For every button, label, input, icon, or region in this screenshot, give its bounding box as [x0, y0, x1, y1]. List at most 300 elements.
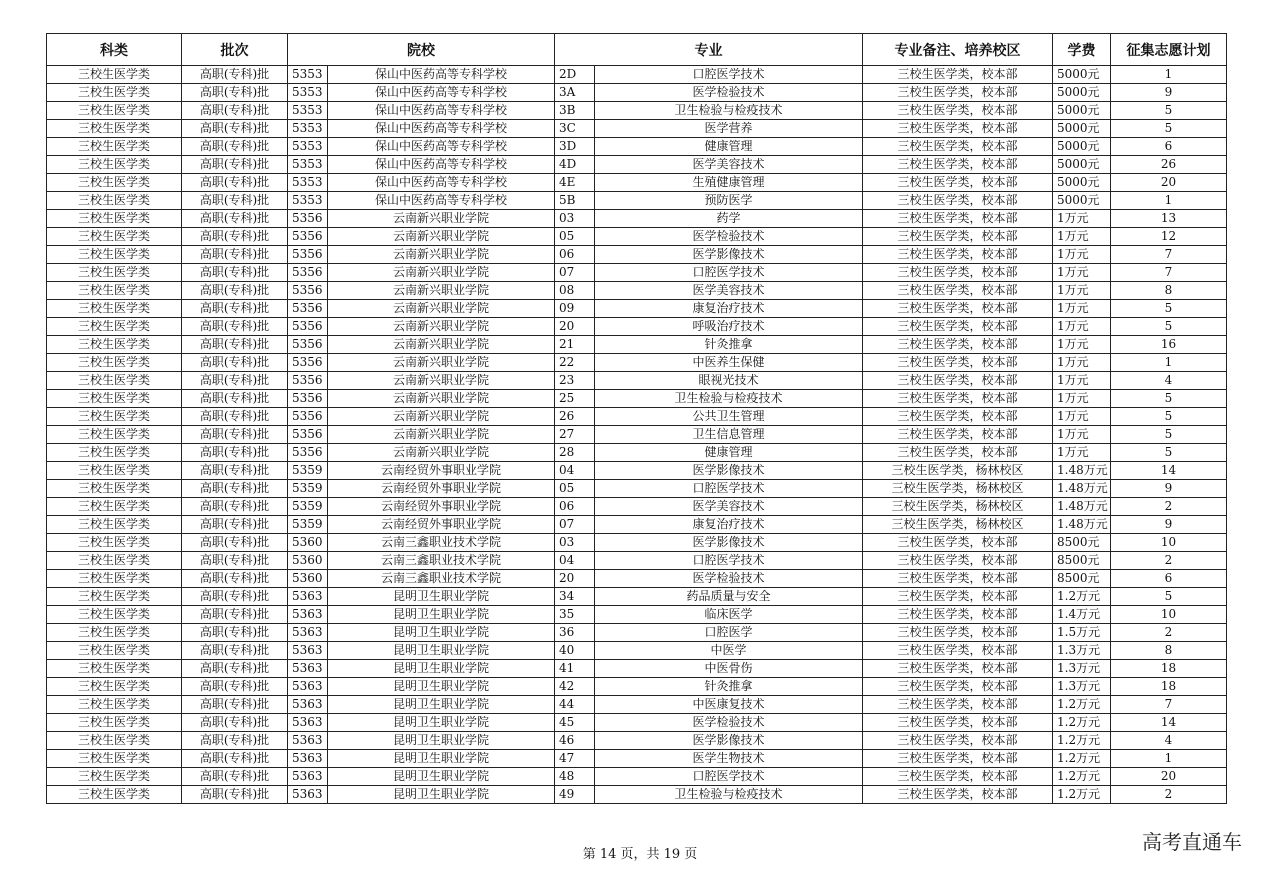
table-row	[47, 480, 1227, 498]
major-name-cell: 医学检验技术	[595, 714, 863, 732]
batch-cell: 高职(专科)批	[182, 390, 288, 408]
category-cell: 三校生医学类	[47, 678, 182, 696]
school-name-cell: 云南新兴职业学院	[328, 246, 555, 264]
batch-cell: 高职(专科)批	[182, 750, 288, 768]
table-row	[47, 534, 1227, 552]
fee-cell: 5000元	[1053, 120, 1111, 138]
major-code-cell: 07	[555, 264, 595, 282]
category-cell: 三校生医学类	[47, 318, 182, 336]
school-code-cell: 5356	[288, 210, 328, 228]
category-cell: 三校生医学类	[47, 732, 182, 750]
remark-cell: 三校生医学类，校本部	[863, 102, 1053, 120]
fee-cell: 1万元	[1053, 408, 1111, 426]
major-code-cell: 3B	[555, 102, 595, 120]
school-name-cell: 昆明卫生职业学院	[328, 606, 555, 624]
batch-cell: 高职(专科)批	[182, 372, 288, 390]
remark-cell: 三校生医学类，校本部	[863, 372, 1053, 390]
school-name-cell: 云南新兴职业学院	[328, 300, 555, 318]
batch-cell: 高职(专科)批	[182, 120, 288, 138]
major-name-cell: 呼吸治疗技术	[595, 318, 863, 336]
school-name-cell: 昆明卫生职业学院	[328, 588, 555, 606]
batch-cell: 高职(专科)批	[182, 480, 288, 498]
major-code-cell: 07	[555, 516, 595, 534]
major-name-cell: 健康管理	[595, 138, 863, 156]
batch-cell: 高职(专科)批	[182, 246, 288, 264]
remark-cell: 三校生医学类，校本部	[863, 714, 1053, 732]
school-code-cell: 5360	[288, 552, 328, 570]
major-code-cell: 36	[555, 624, 595, 642]
category-cell: 三校生医学类	[47, 768, 182, 786]
fee-cell: 1.2万元	[1053, 750, 1111, 768]
category-cell: 三校生医学类	[47, 138, 182, 156]
plan-cell: 5	[1111, 120, 1227, 138]
plan-cell: 5	[1111, 426, 1227, 444]
plan-cell: 1	[1111, 66, 1227, 84]
major-name-cell: 药品质量与安全	[595, 588, 863, 606]
major-code-cell: 06	[555, 498, 595, 516]
school-code-cell: 5359	[288, 516, 328, 534]
major-code-cell: 35	[555, 606, 595, 624]
school-name-cell: 昆明卫生职业学院	[328, 624, 555, 642]
major-name-cell: 针灸推拿	[595, 678, 863, 696]
table-row	[47, 372, 1227, 390]
remark-cell: 三校生医学类，校本部	[863, 606, 1053, 624]
table-row	[47, 732, 1227, 750]
table-row	[47, 516, 1227, 534]
category-cell: 三校生医学类	[47, 174, 182, 192]
plan-cell: 8	[1111, 282, 1227, 300]
school-name-cell: 云南新兴职业学院	[328, 228, 555, 246]
major-code-cell: 04	[555, 552, 595, 570]
table-row	[47, 498, 1227, 516]
school-name-cell: 云南三鑫职业技术学院	[328, 570, 555, 588]
school-code-cell: 5363	[288, 606, 328, 624]
remark-cell: 三校生医学类，杨林校区	[863, 480, 1053, 498]
remark-cell: 三校生医学类，校本部	[863, 138, 1053, 156]
major-name-cell: 医学美容技术	[595, 156, 863, 174]
plan-cell: 2	[1111, 552, 1227, 570]
school-name-cell: 云南新兴职业学院	[328, 264, 555, 282]
fee-cell: 1.48万元	[1053, 498, 1111, 516]
major-name-cell: 口腔医学技术	[595, 264, 863, 282]
school-name-cell: 云南新兴职业学院	[328, 282, 555, 300]
plan-cell: 14	[1111, 714, 1227, 732]
table-row	[47, 570, 1227, 588]
school-name-cell: 云南三鑫职业技术学院	[328, 534, 555, 552]
batch-cell: 高职(专科)批	[182, 660, 288, 678]
plan-cell: 9	[1111, 516, 1227, 534]
category-cell: 三校生医学类	[47, 336, 182, 354]
remark-cell: 三校生医学类，校本部	[863, 390, 1053, 408]
table-row	[47, 696, 1227, 714]
remark-cell: 三校生医学类，校本部	[863, 282, 1053, 300]
batch-cell: 高职(专科)批	[182, 282, 288, 300]
table-row	[47, 300, 1227, 318]
remark-cell: 三校生医学类，校本部	[863, 408, 1053, 426]
category-cell: 三校生医学类	[47, 102, 182, 120]
fee-cell: 8500元	[1053, 570, 1111, 588]
school-code-cell: 5356	[288, 444, 328, 462]
major-code-cell: 4D	[555, 156, 595, 174]
fee-cell: 1万元	[1053, 210, 1111, 228]
fee-cell: 5000元	[1053, 66, 1111, 84]
major-code-cell: 5B	[555, 192, 595, 210]
plan-cell: 4	[1111, 732, 1227, 750]
plan-cell: 2	[1111, 786, 1227, 804]
batch-cell: 高职(专科)批	[182, 624, 288, 642]
major-code-cell: 20	[555, 318, 595, 336]
plan-cell: 6	[1111, 570, 1227, 588]
plan-cell: 12	[1111, 228, 1227, 246]
category-cell: 三校生医学类	[47, 516, 182, 534]
remark-cell: 三校生医学类，校本部	[863, 120, 1053, 138]
school-name-cell: 云南新兴职业学院	[328, 336, 555, 354]
fee-cell: 1万元	[1053, 336, 1111, 354]
batch-cell: 高职(专科)批	[182, 174, 288, 192]
school-code-cell: 5353	[288, 138, 328, 156]
table-row	[47, 264, 1227, 282]
major-code-cell: 42	[555, 678, 595, 696]
remark-cell: 三校生医学类，校本部	[863, 354, 1053, 372]
table-row	[47, 390, 1227, 408]
table-row	[47, 408, 1227, 426]
school-code-cell: 5363	[288, 678, 328, 696]
major-name-cell: 医学营养	[595, 120, 863, 138]
major-name-cell: 卫生检验与检疫技术	[595, 390, 863, 408]
school-code-cell: 5360	[288, 570, 328, 588]
major-code-cell: 3D	[555, 138, 595, 156]
fee-cell: 1.2万元	[1053, 732, 1111, 750]
school-name-cell: 昆明卫生职业学院	[328, 750, 555, 768]
fee-cell: 1.5万元	[1053, 624, 1111, 642]
batch-cell: 高职(专科)批	[182, 426, 288, 444]
school-name-cell: 云南新兴职业学院	[328, 318, 555, 336]
batch-cell: 高职(专科)批	[182, 102, 288, 120]
table-row	[47, 624, 1227, 642]
major-code-cell: 05	[555, 480, 595, 498]
table-row	[47, 156, 1227, 174]
category-cell: 三校生医学类	[47, 534, 182, 552]
plan-cell: 18	[1111, 660, 1227, 678]
school-name-cell: 保山中医药高等专科学校	[328, 174, 555, 192]
batch-cell: 高职(专科)批	[182, 714, 288, 732]
table-row	[47, 606, 1227, 624]
fee-cell: 1.3万元	[1053, 642, 1111, 660]
school-code-cell: 5353	[288, 102, 328, 120]
school-code-cell: 5356	[288, 264, 328, 282]
plan-cell: 5	[1111, 588, 1227, 606]
remark-cell: 三校生医学类，校本部	[863, 174, 1053, 192]
school-name-cell: 云南新兴职业学院	[328, 372, 555, 390]
major-code-cell: 28	[555, 444, 595, 462]
school-code-cell: 5356	[288, 228, 328, 246]
major-code-cell: 06	[555, 246, 595, 264]
batch-cell: 高职(专科)批	[182, 300, 288, 318]
fee-cell: 1万元	[1053, 444, 1111, 462]
major-name-cell: 生殖健康管理	[595, 174, 863, 192]
school-name-cell: 昆明卫生职业学院	[328, 786, 555, 804]
remark-cell: 三校生医学类，校本部	[863, 624, 1053, 642]
plan-cell: 13	[1111, 210, 1227, 228]
batch-cell: 高职(专科)批	[182, 516, 288, 534]
remark-cell: 三校生医学类，校本部	[863, 570, 1053, 588]
major-code-cell: 34	[555, 588, 595, 606]
table-row	[47, 138, 1227, 156]
school-code-cell: 5363	[288, 642, 328, 660]
table-row	[47, 444, 1227, 462]
remark-cell: 三校生医学类，校本部	[863, 264, 1053, 282]
school-name-cell: 云南新兴职业学院	[328, 210, 555, 228]
watermark: 高考直通车	[1142, 830, 1242, 854]
remark-cell: 三校生医学类，校本部	[863, 228, 1053, 246]
major-code-cell: 04	[555, 462, 595, 480]
category-cell: 三校生医学类	[47, 264, 182, 282]
header-row	[47, 34, 1227, 66]
remark-cell: 三校生医学类，校本部	[863, 732, 1053, 750]
batch-cell: 高职(专科)批	[182, 786, 288, 804]
category-cell: 三校生医学类	[47, 246, 182, 264]
table-row	[47, 318, 1227, 336]
category-cell: 三校生医学类	[47, 210, 182, 228]
school-code-cell: 5356	[288, 354, 328, 372]
remark-cell: 三校生医学类，校本部	[863, 300, 1053, 318]
batch-cell: 高职(专科)批	[182, 84, 288, 102]
major-name-cell: 医学美容技术	[595, 498, 863, 516]
enrollment-table	[46, 33, 1227, 804]
plan-cell: 20	[1111, 174, 1227, 192]
major-name-cell: 中医骨伤	[595, 660, 863, 678]
school-code-cell: 5353	[288, 66, 328, 84]
fee-cell: 1万元	[1053, 228, 1111, 246]
school-name-cell: 云南经贸外事职业学院	[328, 462, 555, 480]
header-major: 专业	[555, 34, 863, 66]
fee-cell: 5000元	[1053, 138, 1111, 156]
batch-cell: 高职(专科)批	[182, 588, 288, 606]
school-name-cell: 保山中医药高等专科学校	[328, 102, 555, 120]
category-cell: 三校生医学类	[47, 426, 182, 444]
batch-cell: 高职(专科)批	[182, 606, 288, 624]
batch-cell: 高职(专科)批	[182, 444, 288, 462]
remark-cell: 三校生医学类，校本部	[863, 552, 1053, 570]
remark-cell: 三校生医学类，校本部	[863, 678, 1053, 696]
major-code-cell: 3A	[555, 84, 595, 102]
major-name-cell: 口腔医学技术	[595, 66, 863, 84]
category-cell: 三校生医学类	[47, 498, 182, 516]
major-name-cell: 医学影像技术	[595, 534, 863, 552]
school-name-cell: 昆明卫生职业学院	[328, 714, 555, 732]
remark-cell: 三校生医学类，校本部	[863, 786, 1053, 804]
school-name-cell: 昆明卫生职业学院	[328, 678, 555, 696]
major-code-cell: 44	[555, 696, 595, 714]
fee-cell: 1.48万元	[1053, 480, 1111, 498]
major-name-cell: 口腔医学	[595, 624, 863, 642]
school-name-cell: 昆明卫生职业学院	[328, 642, 555, 660]
school-code-cell: 5363	[288, 732, 328, 750]
remark-cell: 三校生医学类，杨林校区	[863, 516, 1053, 534]
category-cell: 三校生医学类	[47, 120, 182, 138]
batch-cell: 高职(专科)批	[182, 156, 288, 174]
school-name-cell: 云南新兴职业学院	[328, 426, 555, 444]
category-cell: 三校生医学类	[47, 786, 182, 804]
school-code-cell: 5363	[288, 714, 328, 732]
batch-cell: 高职(专科)批	[182, 228, 288, 246]
batch-cell: 高职(专科)批	[182, 66, 288, 84]
fee-cell: 1万元	[1053, 300, 1111, 318]
fee-cell: 1.2万元	[1053, 768, 1111, 786]
major-code-cell: 49	[555, 786, 595, 804]
category-cell: 三校生医学类	[47, 84, 182, 102]
category-cell: 三校生医学类	[47, 228, 182, 246]
batch-cell: 高职(专科)批	[182, 732, 288, 750]
school-name-cell: 云南经贸外事职业学院	[328, 480, 555, 498]
school-name-cell: 昆明卫生职业学院	[328, 660, 555, 678]
major-code-cell: 48	[555, 768, 595, 786]
major-name-cell: 预防医学	[595, 192, 863, 210]
major-name-cell: 卫生信息管理	[595, 426, 863, 444]
school-code-cell: 5363	[288, 768, 328, 786]
plan-cell: 1	[1111, 192, 1227, 210]
category-cell: 三校生医学类	[47, 444, 182, 462]
remark-cell: 三校生医学类，校本部	[863, 642, 1053, 660]
batch-cell: 高职(专科)批	[182, 498, 288, 516]
fee-cell: 8500元	[1053, 534, 1111, 552]
fee-cell: 1.48万元	[1053, 462, 1111, 480]
remark-cell: 三校生医学类，校本部	[863, 192, 1053, 210]
batch-cell: 高职(专科)批	[182, 552, 288, 570]
plan-cell: 7	[1111, 246, 1227, 264]
fee-cell: 8500元	[1053, 552, 1111, 570]
fee-cell: 1万元	[1053, 426, 1111, 444]
fee-cell: 1万元	[1053, 318, 1111, 336]
table-row	[47, 552, 1227, 570]
school-code-cell: 5363	[288, 624, 328, 642]
batch-cell: 高职(专科)批	[182, 354, 288, 372]
plan-cell: 10	[1111, 534, 1227, 552]
major-code-cell: 45	[555, 714, 595, 732]
plan-cell: 9	[1111, 480, 1227, 498]
batch-cell: 高职(专科)批	[182, 768, 288, 786]
table-row	[47, 786, 1227, 804]
school-name-cell: 昆明卫生职业学院	[328, 696, 555, 714]
major-code-cell: 08	[555, 282, 595, 300]
plan-cell: 8	[1111, 642, 1227, 660]
category-cell: 三校生医学类	[47, 480, 182, 498]
table-row	[47, 426, 1227, 444]
major-name-cell: 康复治疗技术	[595, 300, 863, 318]
batch-cell: 高职(专科)批	[182, 696, 288, 714]
remark-cell: 三校生医学类，校本部	[863, 768, 1053, 786]
fee-cell: 1万元	[1053, 246, 1111, 264]
major-code-cell: 03	[555, 534, 595, 552]
batch-cell: 高职(专科)批	[182, 534, 288, 552]
table-row	[47, 174, 1227, 192]
school-code-cell: 5363	[288, 588, 328, 606]
header-category: 科类	[47, 34, 182, 66]
category-cell: 三校生医学类	[47, 588, 182, 606]
fee-cell: 1万元	[1053, 354, 1111, 372]
school-name-cell: 云南经贸外事职业学院	[328, 498, 555, 516]
major-code-cell: 4E	[555, 174, 595, 192]
remark-cell: 三校生医学类，校本部	[863, 156, 1053, 174]
category-cell: 三校生医学类	[47, 660, 182, 678]
table-row	[47, 210, 1227, 228]
table-row	[47, 750, 1227, 768]
remark-cell: 三校生医学类，校本部	[863, 318, 1053, 336]
plan-cell: 5	[1111, 408, 1227, 426]
school-name-cell: 云南新兴职业学院	[328, 354, 555, 372]
table-row	[47, 462, 1227, 480]
school-code-cell: 5359	[288, 480, 328, 498]
school-code-cell: 5356	[288, 318, 328, 336]
table-row	[47, 246, 1227, 264]
school-code-cell: 5356	[288, 282, 328, 300]
remark-cell: 三校生医学类，校本部	[863, 84, 1053, 102]
plan-cell: 18	[1111, 678, 1227, 696]
category-cell: 三校生医学类	[47, 606, 182, 624]
table-row	[47, 192, 1227, 210]
major-name-cell: 临床医学	[595, 606, 863, 624]
major-code-cell: 47	[555, 750, 595, 768]
batch-cell: 高职(专科)批	[182, 138, 288, 156]
major-code-cell: 09	[555, 300, 595, 318]
major-name-cell: 医学影像技术	[595, 732, 863, 750]
category-cell: 三校生医学类	[47, 282, 182, 300]
plan-cell: 5	[1111, 300, 1227, 318]
major-code-cell: 05	[555, 228, 595, 246]
plan-cell: 10	[1111, 606, 1227, 624]
major-code-cell: 2D	[555, 66, 595, 84]
fee-cell: 5000元	[1053, 156, 1111, 174]
plan-cell: 5	[1111, 390, 1227, 408]
fee-cell: 1.3万元	[1053, 678, 1111, 696]
school-code-cell: 5356	[288, 408, 328, 426]
category-cell: 三校生医学类	[47, 714, 182, 732]
batch-cell: 高职(专科)批	[182, 678, 288, 696]
major-name-cell: 医学影像技术	[595, 246, 863, 264]
major-name-cell: 针灸推拿	[595, 336, 863, 354]
remark-cell: 三校生医学类，校本部	[863, 660, 1053, 678]
school-name-cell: 云南新兴职业学院	[328, 408, 555, 426]
major-name-cell: 卫生检验与检疫技术	[595, 102, 863, 120]
school-name-cell: 昆明卫生职业学院	[328, 768, 555, 786]
remark-cell: 三校生医学类，校本部	[863, 534, 1053, 552]
category-cell: 三校生医学类	[47, 408, 182, 426]
major-name-cell: 中医养生保健	[595, 354, 863, 372]
plan-cell: 1	[1111, 354, 1227, 372]
table-row	[47, 714, 1227, 732]
table-row	[47, 282, 1227, 300]
batch-cell: 高职(专科)批	[182, 318, 288, 336]
category-cell: 三校生医学类	[47, 570, 182, 588]
school-code-cell: 5356	[288, 246, 328, 264]
fee-cell: 1.2万元	[1053, 696, 1111, 714]
remark-cell: 三校生医学类，校本部	[863, 210, 1053, 228]
category-cell: 三校生医学类	[47, 390, 182, 408]
table-row	[47, 660, 1227, 678]
plan-cell: 4	[1111, 372, 1227, 390]
plan-cell: 5	[1111, 102, 1227, 120]
school-code-cell: 5356	[288, 300, 328, 318]
major-code-cell: 26	[555, 408, 595, 426]
remark-cell: 三校生医学类，杨林校区	[863, 462, 1053, 480]
major-name-cell: 口腔医学技术	[595, 768, 863, 786]
major-name-cell: 眼视光技术	[595, 372, 863, 390]
major-code-cell: 03	[555, 210, 595, 228]
plan-cell: 2	[1111, 624, 1227, 642]
school-name-cell: 云南三鑫职业技术学院	[328, 552, 555, 570]
remark-cell: 三校生医学类，校本部	[863, 750, 1053, 768]
category-cell: 三校生医学类	[47, 192, 182, 210]
